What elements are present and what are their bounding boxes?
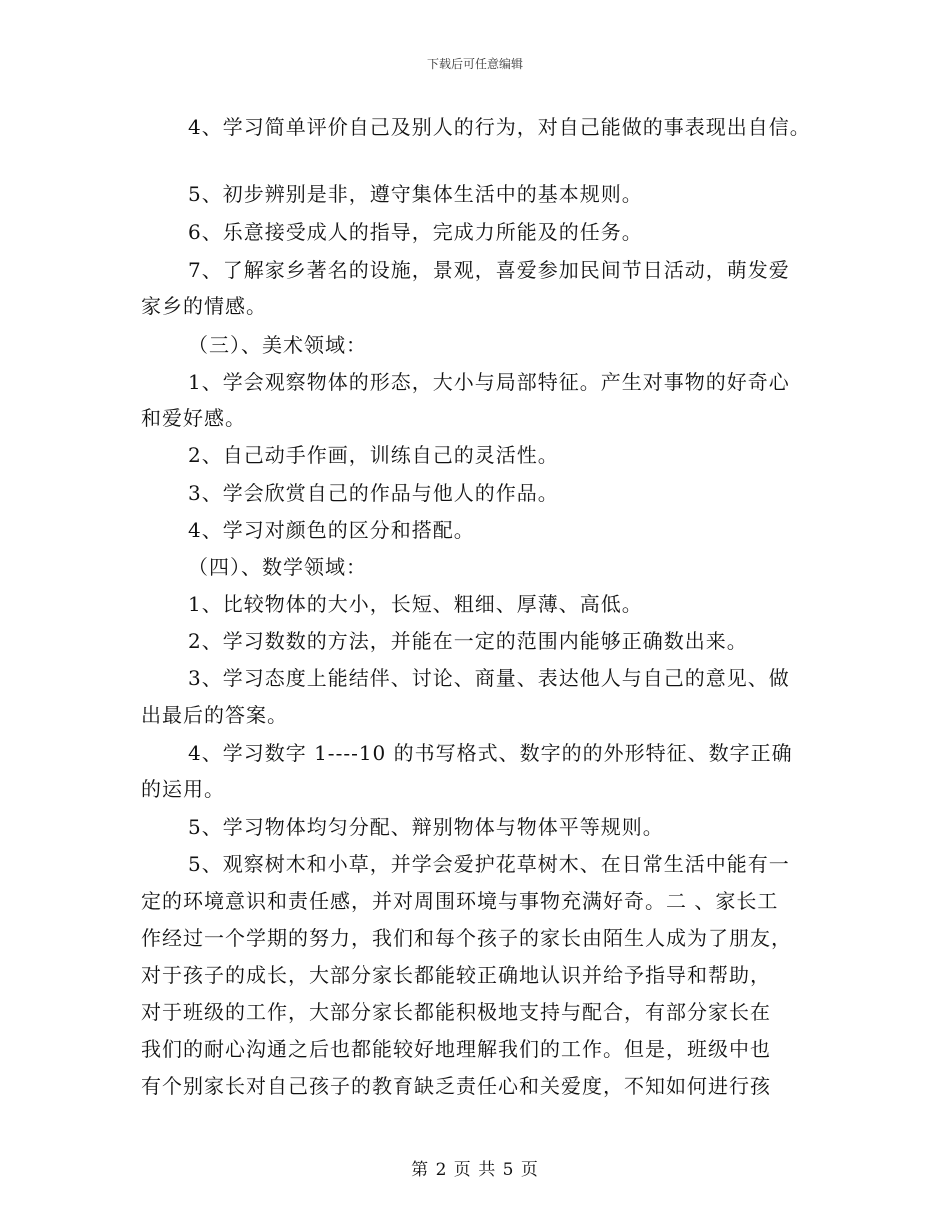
section-heading: （三）、美术领域：	[188, 333, 367, 357]
text-line: 我们的耐心沟通之后也都能较好地理解我们的工作。但是，班级中也	[141, 1037, 771, 1061]
text-line: 5、观察树木和小草，并学会爱护花草树木、在日常生活中能有一	[188, 852, 790, 876]
text-line: 作经过一个学期的努力，我们和每个孩子的家长由陌生人成为了朋友，	[141, 926, 792, 950]
text-line: 对于班级的工作，大部分家长都能积极地支持与配合，有部分家长在	[141, 1000, 771, 1024]
text-line: 对于孩子的成长，大部分家长都能较正确地认识并给予指导和帮助，	[141, 963, 771, 987]
text-line: 出最后的答案。	[141, 703, 288, 727]
text-line: 3、学会欣赏自己的作品与他人的作品。	[188, 481, 559, 505]
text-line: 4、学习简单评价自己及别人的行为，对自己能做的事表现出自信。	[188, 115, 811, 139]
text-line: 5、学习物体均匀分配、辩别物体与物体平等规则。	[188, 815, 664, 839]
text-line: 2、学习数数的方法，并能在一定的范围内能够正确数出来。	[188, 629, 748, 653]
page-number: 第 2 页 共 5 页	[411, 1160, 539, 1180]
text-line: 4、学习对颜色的区分和搭配。	[188, 518, 475, 542]
text-line: 定的环境意识和责任感，并对周围环境与事物充满好奇。二 、家长工	[141, 889, 779, 913]
text-line: 5、初步辨别是非，遵守集体生活中的基本规则。	[188, 182, 643, 206]
text-line: 的运用。	[141, 777, 225, 801]
text-line: 有个别家长对自己孩子的教育缺乏责任心和关爱度，不知如何进行孩	[141, 1074, 771, 1098]
page-header: 下载后可任意编辑	[426, 57, 523, 71]
text-line: 家乡的情感。	[141, 294, 267, 318]
text-line: 和爱好感。	[141, 406, 246, 430]
text-line: 1、比较物体的大小，长短、粗细、厚薄、高低。	[188, 592, 643, 616]
section-heading: （四）、数学领域：	[188, 555, 367, 579]
text-line: 6、乐意接受成人的指导，完成力所能及的任务。	[188, 220, 643, 244]
text-line: 2、自己动手作画，训练自己的灵活性。	[188, 443, 559, 467]
text-line: 4、学习数字 1----10 的书写格式、数字的的外形特征、数字正确	[188, 741, 793, 765]
text-line: 3、学习态度上能结伴、讨论、商量、表达他人与自己的意见、做	[188, 666, 790, 690]
text-line: 7、了解家乡著名的设施，景观，喜爱参加民间节日活动，萌发爱	[188, 258, 790, 282]
text-line: 1、学会观察物体的形态，大小与局部特征。产生对事物的好奇心	[188, 370, 790, 394]
